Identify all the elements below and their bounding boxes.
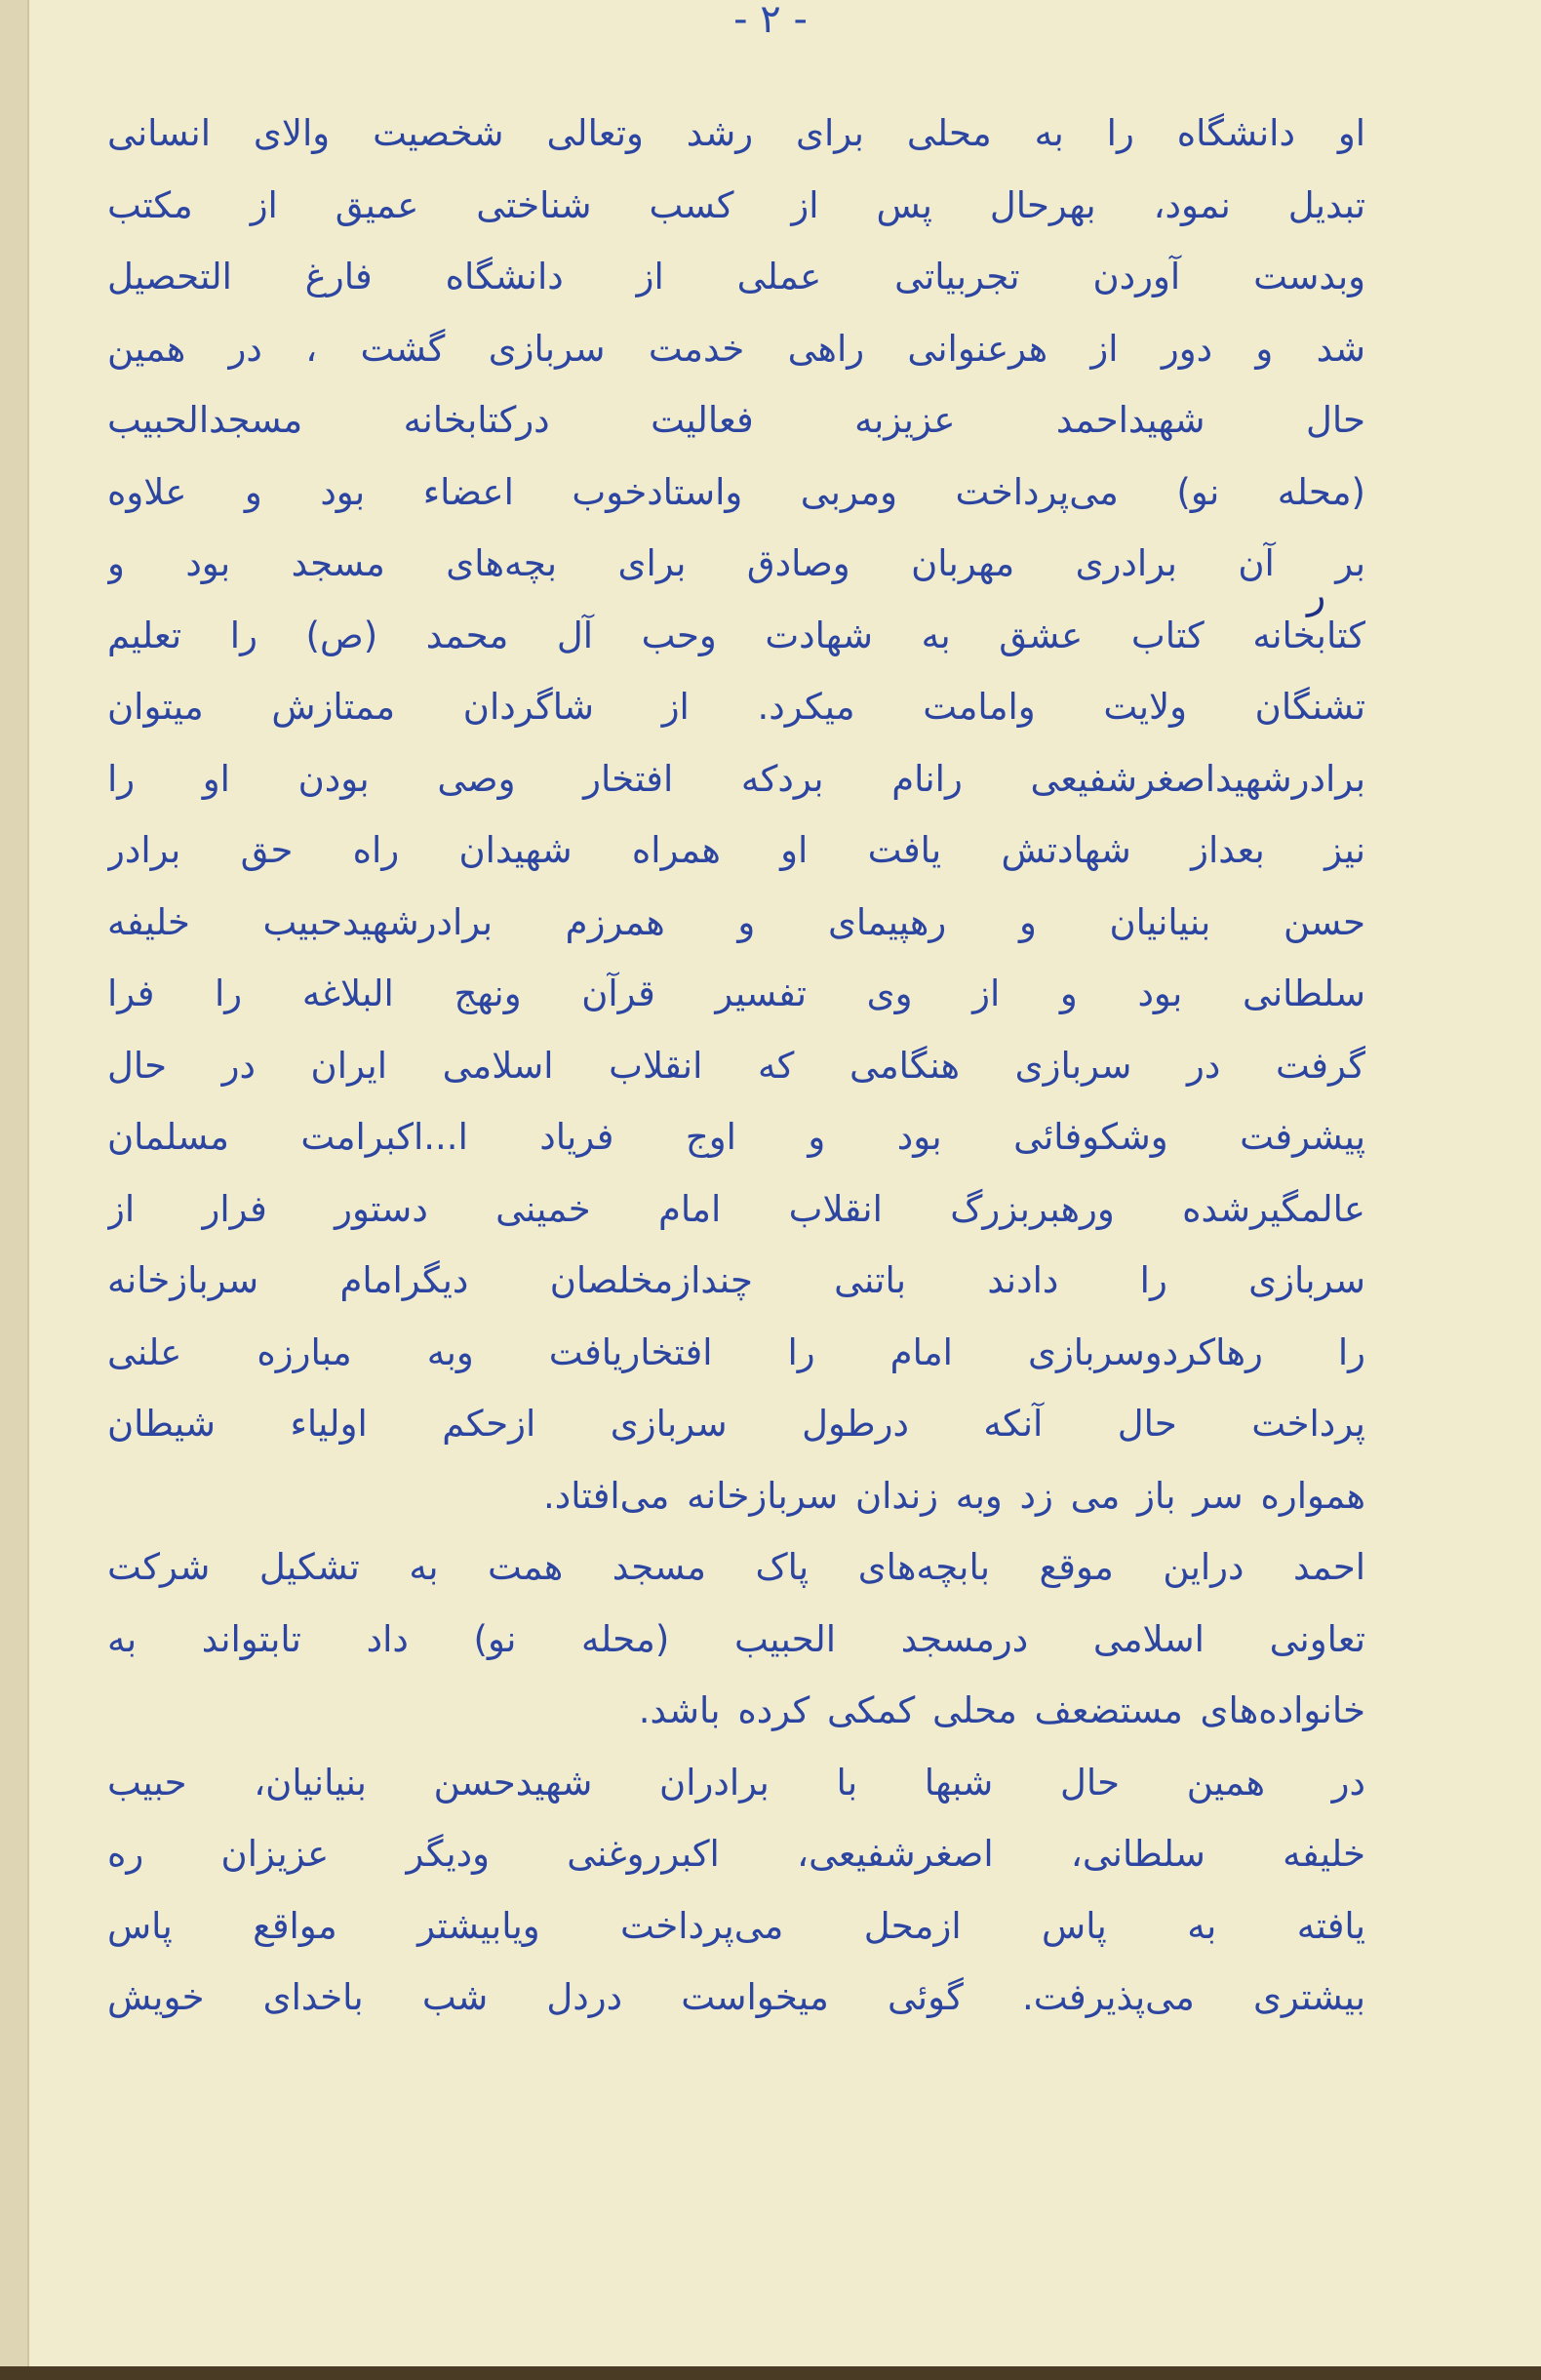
text-line: گرفت در سربازی هنگامی که انقلاب اسلامی ایران در حال xyxy=(107,1044,1365,1087)
page-left-margin xyxy=(0,0,29,2380)
page-number: - ۲ - xyxy=(733,0,808,42)
text-line: (محله نو) می‌پرداخت ومربی واستادخوب اعضاء بود و علاوه xyxy=(107,470,1365,513)
text-line: حال شهیداحمد عزیزبه فعالیت درکتابخانه مسجدالحبیب xyxy=(107,399,1365,441)
body-text xyxy=(107,98,1365,2034)
page-bottom-edge xyxy=(0,2366,1541,2380)
text-line: تشنگان ولایت وامامت میکرد. از شاگردان ممتازش میتوان xyxy=(107,686,1365,728)
text-line: کتابخانه کتاب عشق به شهادت وحب آل محمد (ص) را تعلیم xyxy=(107,614,1365,656)
text-line: سلطانی بود و از وی تفسیر قرآن ونهج البلاغه را فرا xyxy=(107,972,1365,1014)
text-line: وبدست آوردن تجربیاتی عملی از دانشگاه فارغ التحصیل xyxy=(107,256,1365,298)
text-line: خلیفه سلطانی، اصغرشفیعی، اکبرروغنی ودیگر عزیزان ره xyxy=(107,1833,1365,1875)
text-line: نیز بعداز شهادتش یافت او همراه شهیدان راه حق برادر xyxy=(107,829,1365,871)
text-line: پرداخت حال آنکه درطول سربازی ازحکم اولیاء شیطان xyxy=(107,1403,1365,1445)
text-line: برادرشهیداصغرشفیعی رانام بردکه افتخار وصی بودن او را xyxy=(107,757,1365,800)
text-line: عالمگیرشده ورهبربزرگ انقلاب امام خمینی دستور فرار از xyxy=(107,1187,1365,1230)
text-line: یافته به پاس ازمحل می‌پرداخت ویابیشتر مواقع پاس xyxy=(107,1904,1365,1947)
handwritten-ink-mark: ر xyxy=(1307,573,1326,617)
text-line: خانواده‌های مستضعف محلی کمکی کرده باشد. xyxy=(638,1689,1365,1731)
text-line: بر آن برادری مهربان وصادق برای بچه‌های مسجد بود و xyxy=(107,542,1365,584)
text-line: پیشرفت وشکوفائی بود و اوج فریاد ا...اکبرامت مسلمان xyxy=(107,1116,1365,1158)
text-line: بیشتری می‌پذیرفت. گوئی میخواست دردل شب باخدای خویش xyxy=(107,1976,1365,2018)
text-line: او دانشگاه را به محلی برای رشد وتعالی شخصیت والای انسانی xyxy=(107,112,1365,154)
text-line: در همین حال شبها با برادران شهیدحسن بنیانیان، حبیب xyxy=(107,1761,1365,1804)
text-line: شد و دور از هرعنوانی راهی خدمت سربازی گشت ، در همین xyxy=(107,327,1365,370)
text-line: را رهاکردوسربازی امام را افتخاریافت وبه مبارزه علنی xyxy=(107,1330,1365,1373)
text-line: حسن بنیانیان و رهپیمای و همرزم برادرشهیدحبیب خلیفه xyxy=(107,900,1365,943)
text-line: احمد دراین موقع بابچه‌های پاک مسجد همت به تشکیل شرکت xyxy=(107,1546,1365,1588)
text-line: تبدیل نمود، بهرحال پس از کسب شناختی عمیق از مکتب xyxy=(107,183,1365,226)
text-line: تعاونی اسلامی درمسجد الحبیب (محله نو) داد تابتواند به xyxy=(107,1617,1365,1660)
text-line: سربازی را دادند باتنی چندازمخلصان دیگرامام سربازخانه xyxy=(107,1259,1365,1301)
text-line: همواره سر باز می زد وبه زندان سربازخانه می‌افتاد. xyxy=(543,1474,1365,1517)
